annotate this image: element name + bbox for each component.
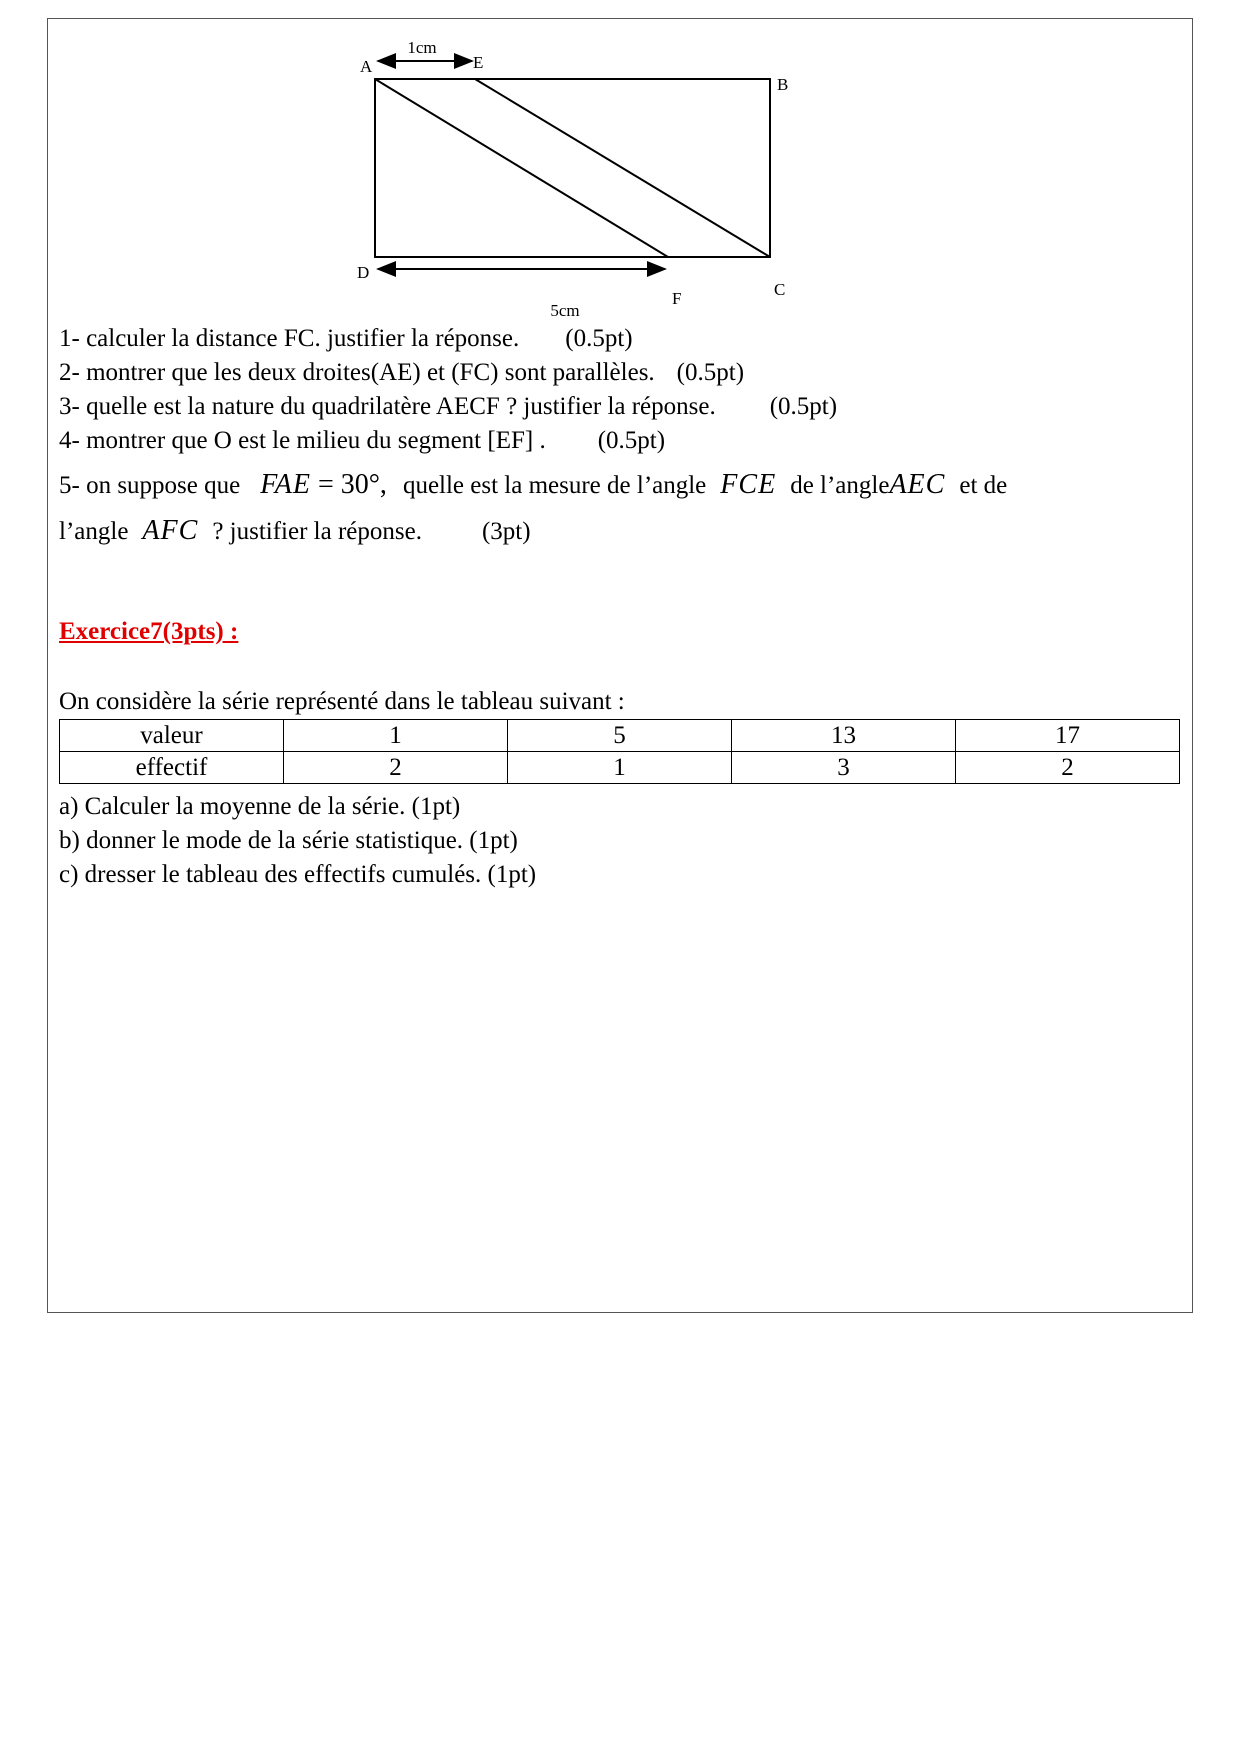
exercise-7-heading: Exercice7(3pts) : [59, 618, 239, 645]
question-2: 2- montrer que les deux droites(AE) et (FC) sont parallèles. (0.5pt) [59, 359, 745, 386]
geometry-figure [340, 30, 860, 320]
table-cell: 17 [956, 720, 1180, 752]
table-cell: effectif [60, 752, 284, 784]
question-1: 1- calculer la distance FC. justifier la réponse. (0.5pt) [59, 325, 633, 352]
point-b-label: B [777, 75, 789, 94]
point-c-label: C [774, 280, 786, 299]
angle-fae: FAE [260, 469, 311, 500]
measure-label-5cm: 5cm [550, 301, 580, 320]
point-e-label: E [473, 53, 484, 72]
table-cell: 3 [732, 752, 956, 784]
question-5-line-2: l’angle AFC ? justifier la réponse. (3pt) [59, 515, 531, 546]
table-cell: valeur [60, 720, 284, 752]
table-row [60, 752, 1180, 784]
exercise-7-intro: On considère la série représenté dans le tableau suivant : [59, 688, 625, 715]
statistics-table [59, 719, 1180, 784]
table-cell: 2 [284, 752, 508, 784]
question-4: 4- montrer que O est le milieu du segment [EF] . (0.5pt) [59, 427, 666, 454]
point-a-label: A [360, 57, 373, 76]
question-5-line-1: 5- on suppose que FAE = 30°, quelle est la mesure de l’angle FCE de l’angleAEC et de [59, 469, 1008, 500]
table-cell: 13 [732, 720, 956, 752]
measure-label-1cm: 1cm [407, 38, 437, 57]
table-cell: 5 [508, 720, 732, 752]
table-cell: 1 [508, 752, 732, 784]
point-d-label: D [357, 263, 370, 282]
table-cell: 1 [284, 720, 508, 752]
table-row [60, 720, 1180, 752]
exercise-7-question-b: b) donner le mode de la série statistique. (1pt) [59, 827, 518, 854]
exercise-7-question-a: a) Calculer la moyenne de la série. (1pt) [59, 793, 461, 820]
angle-afc: AFC [142, 515, 199, 546]
angle-fce: FCE [720, 469, 777, 500]
rectangle-abcd [375, 79, 770, 257]
question-3: 3- quelle est la nature du quadrilatère AECF ? justifier la réponse. (0.5pt) [59, 393, 838, 420]
table-cell: 2 [956, 752, 1180, 784]
point-f-label: F [672, 289, 682, 308]
angle-aec: AEC [889, 469, 946, 500]
exercise-7-question-c: c) dresser le tableau des effectifs cumulés. (1pt) [59, 861, 537, 888]
